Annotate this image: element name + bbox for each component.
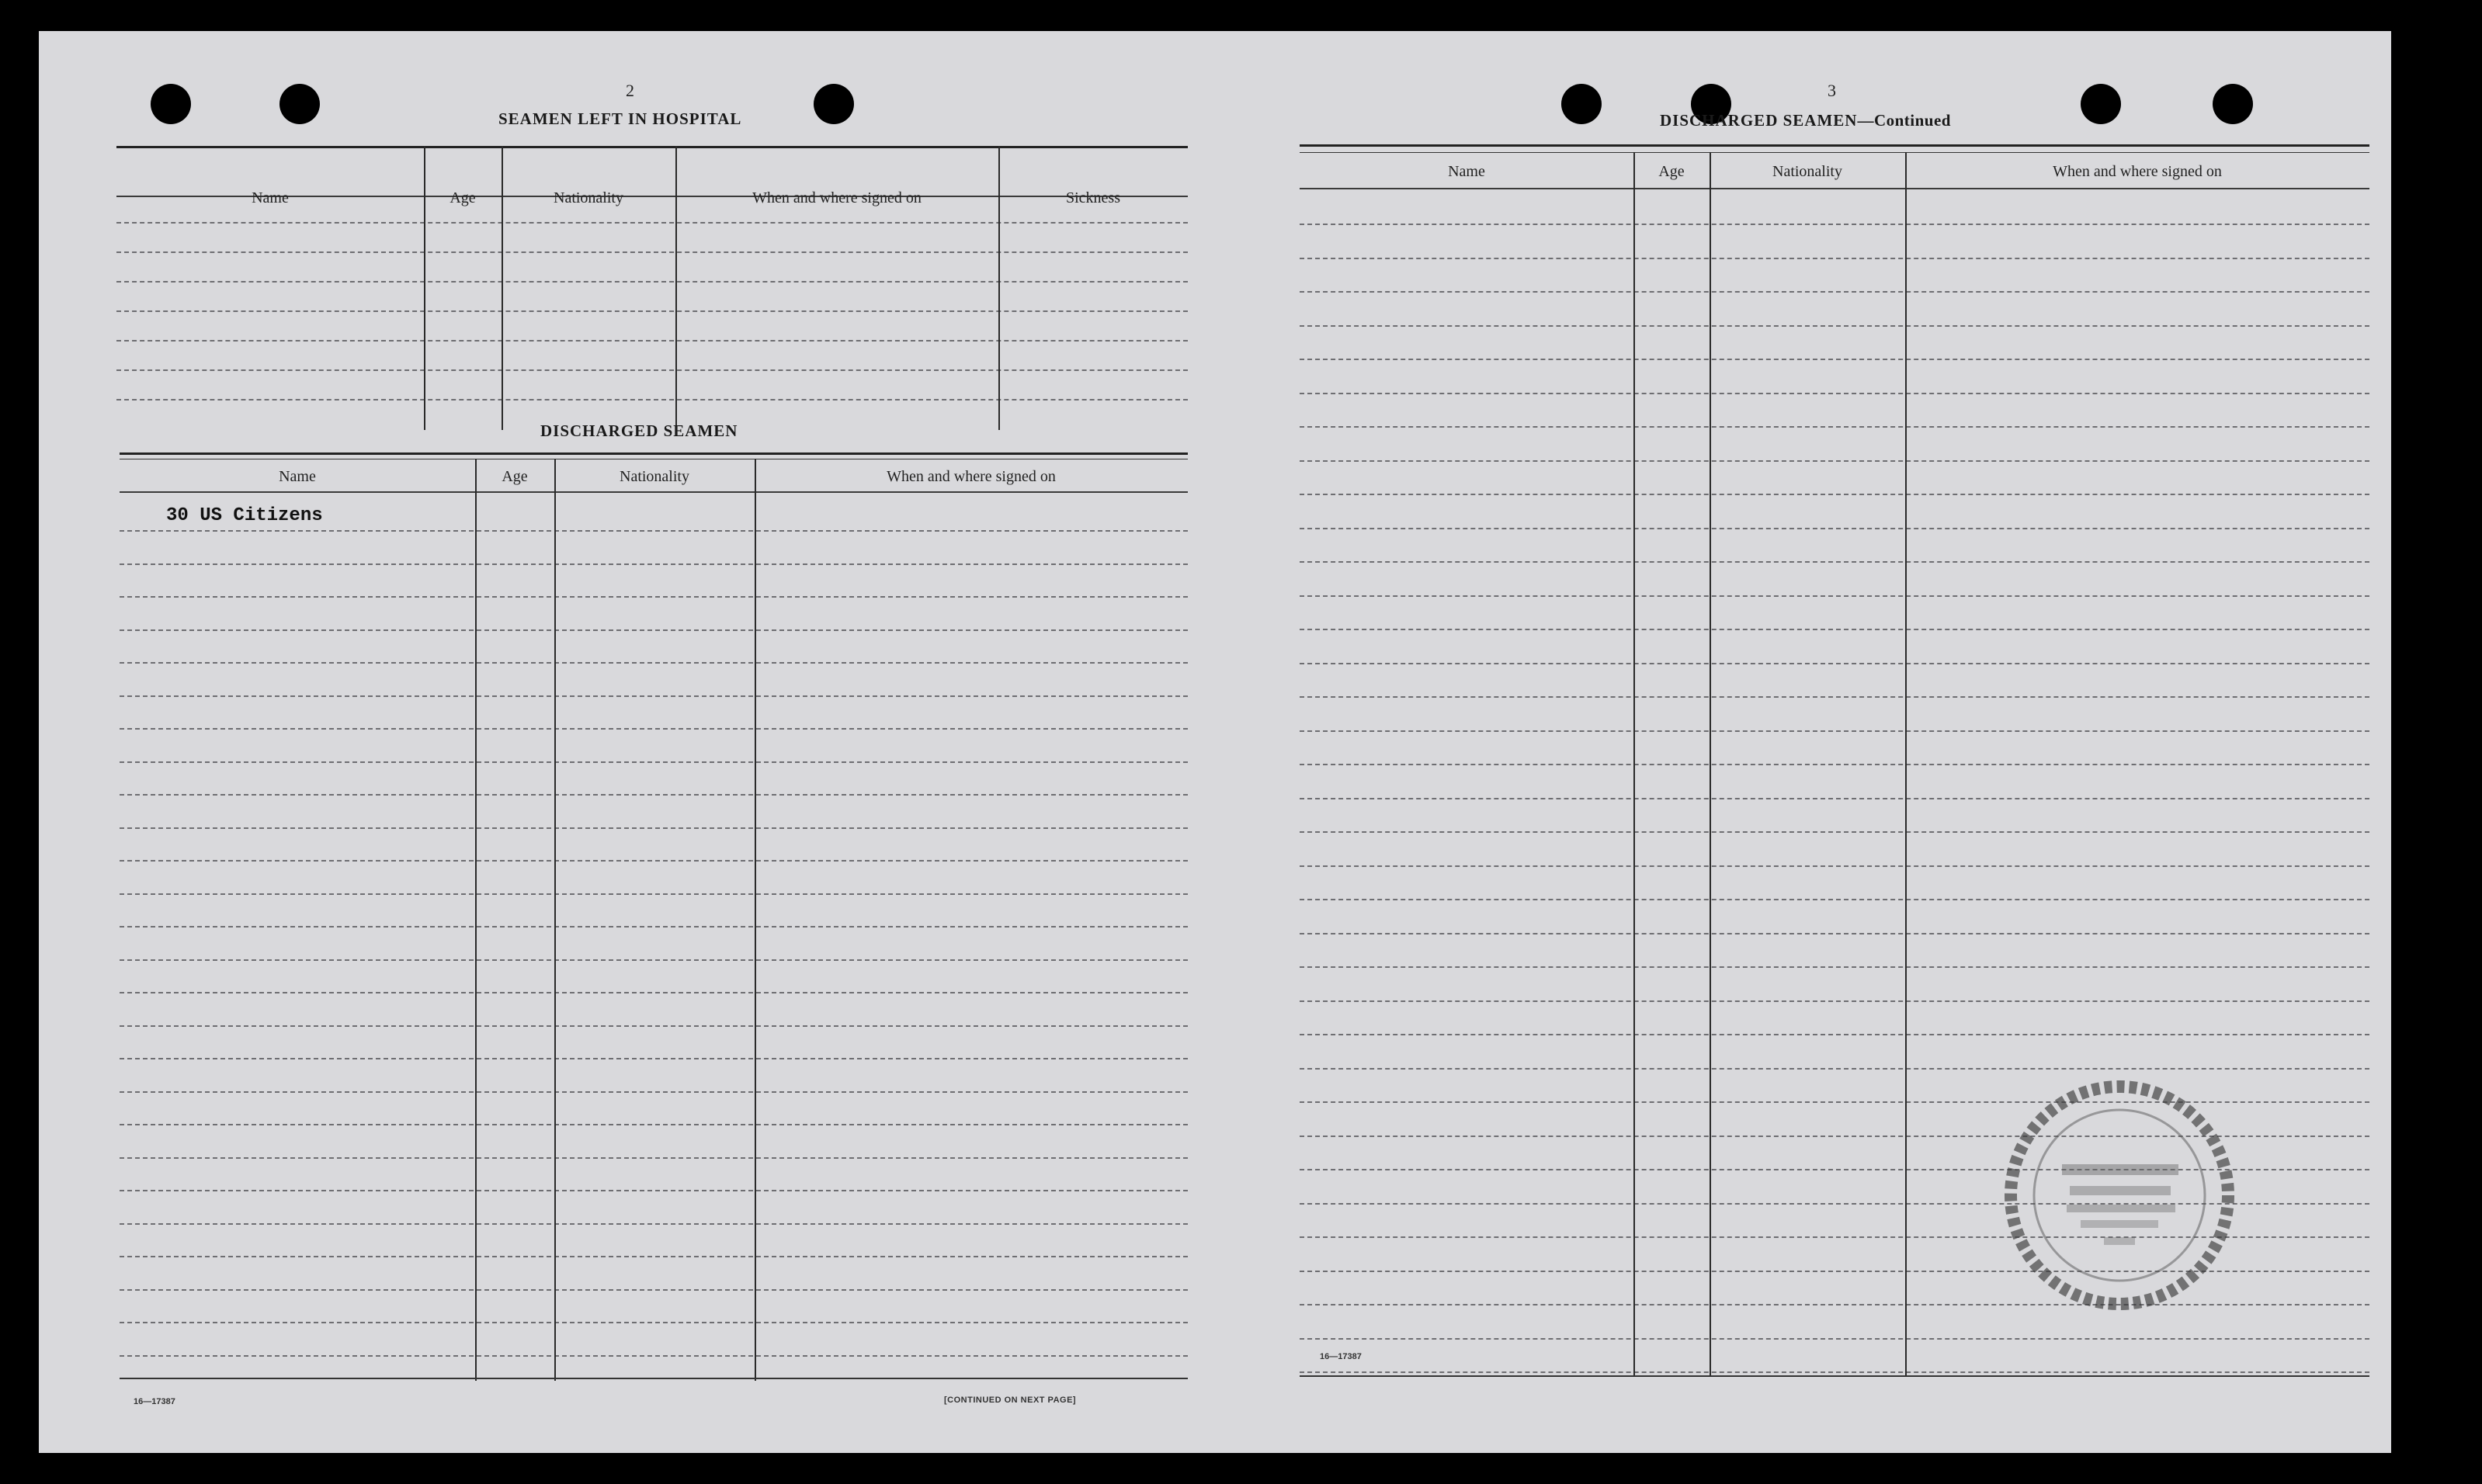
ruling-line — [1300, 1000, 2369, 1002]
ruling-line — [120, 794, 1188, 796]
ruling-line — [120, 992, 1188, 993]
hospital-table — [116, 146, 1188, 435]
discharged-continued-title — [1660, 111, 1951, 130]
ruling-line — [120, 959, 1188, 961]
ruling-line — [1300, 426, 2369, 428]
ruling-line — [1300, 1338, 2369, 1340]
ruling-line — [1300, 730, 2369, 732]
ruling-line — [1300, 629, 2369, 630]
section-title-suffix: —Continued — [1857, 111, 1951, 130]
ruling-line — [1300, 663, 2369, 664]
column-header: Age — [450, 189, 476, 206]
ruling-line — [1300, 393, 2369, 394]
ruling-line — [1300, 359, 2369, 360]
ruling-line — [120, 1157, 1188, 1159]
ruling-line — [1300, 1371, 2369, 1373]
ruling-line — [1300, 595, 2369, 597]
punch-hole — [2081, 84, 2121, 124]
ruling-line — [120, 695, 1188, 697]
ruling-line — [120, 1256, 1188, 1257]
column-header: When and where signed on — [2053, 163, 2222, 180]
column-header: Nationality — [1772, 163, 1842, 180]
ruling-line — [120, 926, 1188, 928]
column-header: Age — [1658, 163, 1685, 180]
ruling-line — [1300, 1034, 2369, 1035]
ruling-line — [120, 1091, 1188, 1093]
ruling-line — [120, 728, 1188, 730]
discharged-section-title: DISCHARGED SEAMEN — [540, 421, 738, 440]
punch-hole — [1561, 84, 1602, 124]
ruling-line — [1300, 460, 2369, 462]
ruling-line — [120, 530, 1188, 532]
ruling-line — [1300, 494, 2369, 495]
column-header: When and where signed on — [887, 468, 1056, 485]
ruling-line — [120, 860, 1188, 862]
ruling-line — [1300, 258, 2369, 259]
ruling-line — [120, 827, 1188, 829]
ruling-line — [1300, 899, 2369, 900]
table-row-entry: 30 US Citizens — [166, 505, 323, 526]
column-header: Name — [279, 468, 316, 485]
punch-hole — [814, 84, 854, 124]
hospital-section-title: SEAMEN LEFT IN HOSPITAL — [498, 109, 742, 128]
ruling-line — [1300, 696, 2369, 698]
form-number: 16—17387 — [134, 1397, 175, 1406]
ruling-line — [1300, 798, 2369, 799]
ruling-line — [120, 893, 1188, 895]
form-number: 16—17387 — [1320, 1352, 1362, 1361]
ruling-line — [1300, 224, 2369, 225]
ruling-line — [1300, 561, 2369, 563]
ruling-line — [1300, 325, 2369, 327]
punch-hole — [279, 84, 320, 124]
ruling-line — [1300, 764, 2369, 765]
ruling-line — [1300, 966, 2369, 968]
ruling-line — [1300, 291, 2369, 293]
ruling-line — [1300, 831, 2369, 833]
discharged-table-left — [120, 452, 1188, 1381]
immigration-stamp-seal — [1995, 1071, 2244, 1319]
ruling-line — [120, 1058, 1188, 1059]
page-number: 2 — [626, 81, 634, 100]
ruling-line — [120, 662, 1188, 664]
column-header: Sickness — [1066, 189, 1120, 206]
column-header: Age — [502, 468, 528, 485]
column-header: Nationality — [554, 189, 623, 206]
section-title-main: DISCHARGED SEAMEN — [1660, 111, 1858, 130]
ruling-line — [120, 596, 1188, 598]
ruling-line — [1300, 865, 2369, 867]
ruling-line — [1300, 528, 2369, 529]
column-header: Name — [1448, 163, 1485, 180]
punch-hole — [151, 84, 191, 124]
punch-hole — [2213, 84, 2253, 124]
ruling-line — [120, 1025, 1188, 1027]
column-header: When and where signed on — [752, 189, 922, 206]
column-header: Name — [252, 189, 289, 206]
ruling-line — [1300, 933, 2369, 934]
ruling-line — [120, 1124, 1188, 1125]
ruling-line — [120, 1355, 1188, 1357]
ruling-line — [120, 629, 1188, 631]
ruling-line — [120, 1322, 1188, 1323]
ruling-line — [1300, 1068, 2369, 1070]
column-header: Nationality — [620, 468, 689, 485]
page-number: 3 — [1828, 81, 1836, 100]
ruling-line — [120, 563, 1188, 565]
ruling-line — [120, 1289, 1188, 1291]
ruling-line — [120, 1190, 1188, 1191]
document-sheet — [39, 31, 2391, 1453]
continued-note: [CONTINUED ON NEXT PAGE] — [944, 1396, 1077, 1405]
ruling-line — [120, 761, 1188, 763]
ruling-line — [120, 1223, 1188, 1225]
